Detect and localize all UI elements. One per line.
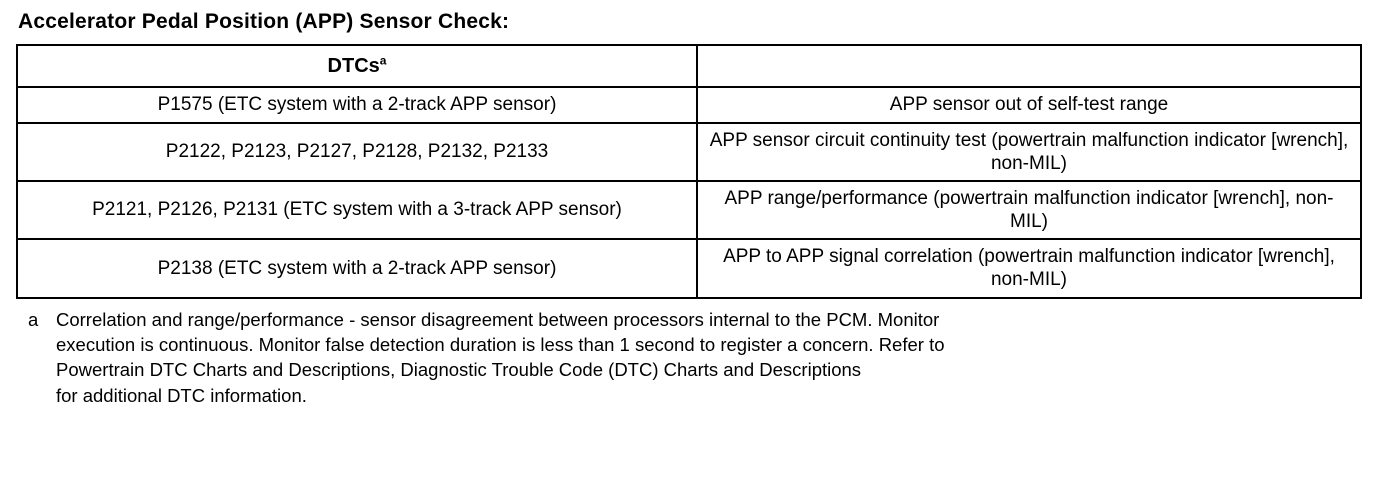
cell-dtcs: P2122, P2123, P2127, P2128, P2132, P2133	[17, 123, 697, 181]
column-header-description	[697, 45, 1361, 87]
page-title: Accelerator Pedal Position (APP) Sensor Check:	[18, 10, 510, 33]
table-header	[17, 45, 1361, 87]
footnote-line-4: for additional DTC information.	[56, 384, 307, 406]
footnote-line-1: Correlation and range/performance - sensor disagreement between processors internal to the PCM. Monitor	[56, 308, 940, 330]
cell-description: APP to APP signal correlation (powertrain malfunction indicator [wrench], non-MIL)	[697, 239, 1361, 297]
footnote-marker-label: a	[28, 308, 39, 330]
footnote	[22, 308, 1376, 409]
cell-description: APP sensor circuit continuity test (powertrain malfunction indicator [wrench], non-MIL)	[697, 123, 1361, 181]
column-header-dtcs	[17, 45, 697, 87]
table-row	[17, 239, 1361, 297]
table-row	[17, 181, 1361, 239]
cell-description: APP range/performance (powertrain malfunction indicator [wrench], non-MIL)	[697, 181, 1361, 239]
table-body	[17, 87, 1361, 297]
column-header-dtcs-label: DTCs	[327, 55, 380, 77]
footnote-marker-a: a	[379, 53, 387, 68]
footnote-line-2: execution is continuous. Monitor false detection duration is less than 1 second to register a concern. Refer to	[56, 334, 945, 355]
table-row	[17, 123, 1361, 181]
footnote-text	[56, 308, 1346, 409]
table-header-row	[17, 45, 1361, 87]
cell-dtcs: P1575 (ETC system with a 2-track APP sensor)	[17, 87, 697, 122]
cell-dtcs: P2121, P2126, P2131 (ETC system with a 3-track APP sensor)	[17, 181, 697, 239]
footnote-line-3: Powertrain DTC Charts and Descriptions, Diagnostic Trouble Code (DTC) Charts and Descriptions	[56, 359, 862, 381]
dtc-table	[16, 44, 1362, 299]
table-row	[17, 87, 1361, 122]
cell-dtcs: P2138 (ETC system with a 2-track APP sensor)	[17, 239, 697, 297]
cell-description: APP sensor out of self-test range	[697, 87, 1361, 122]
